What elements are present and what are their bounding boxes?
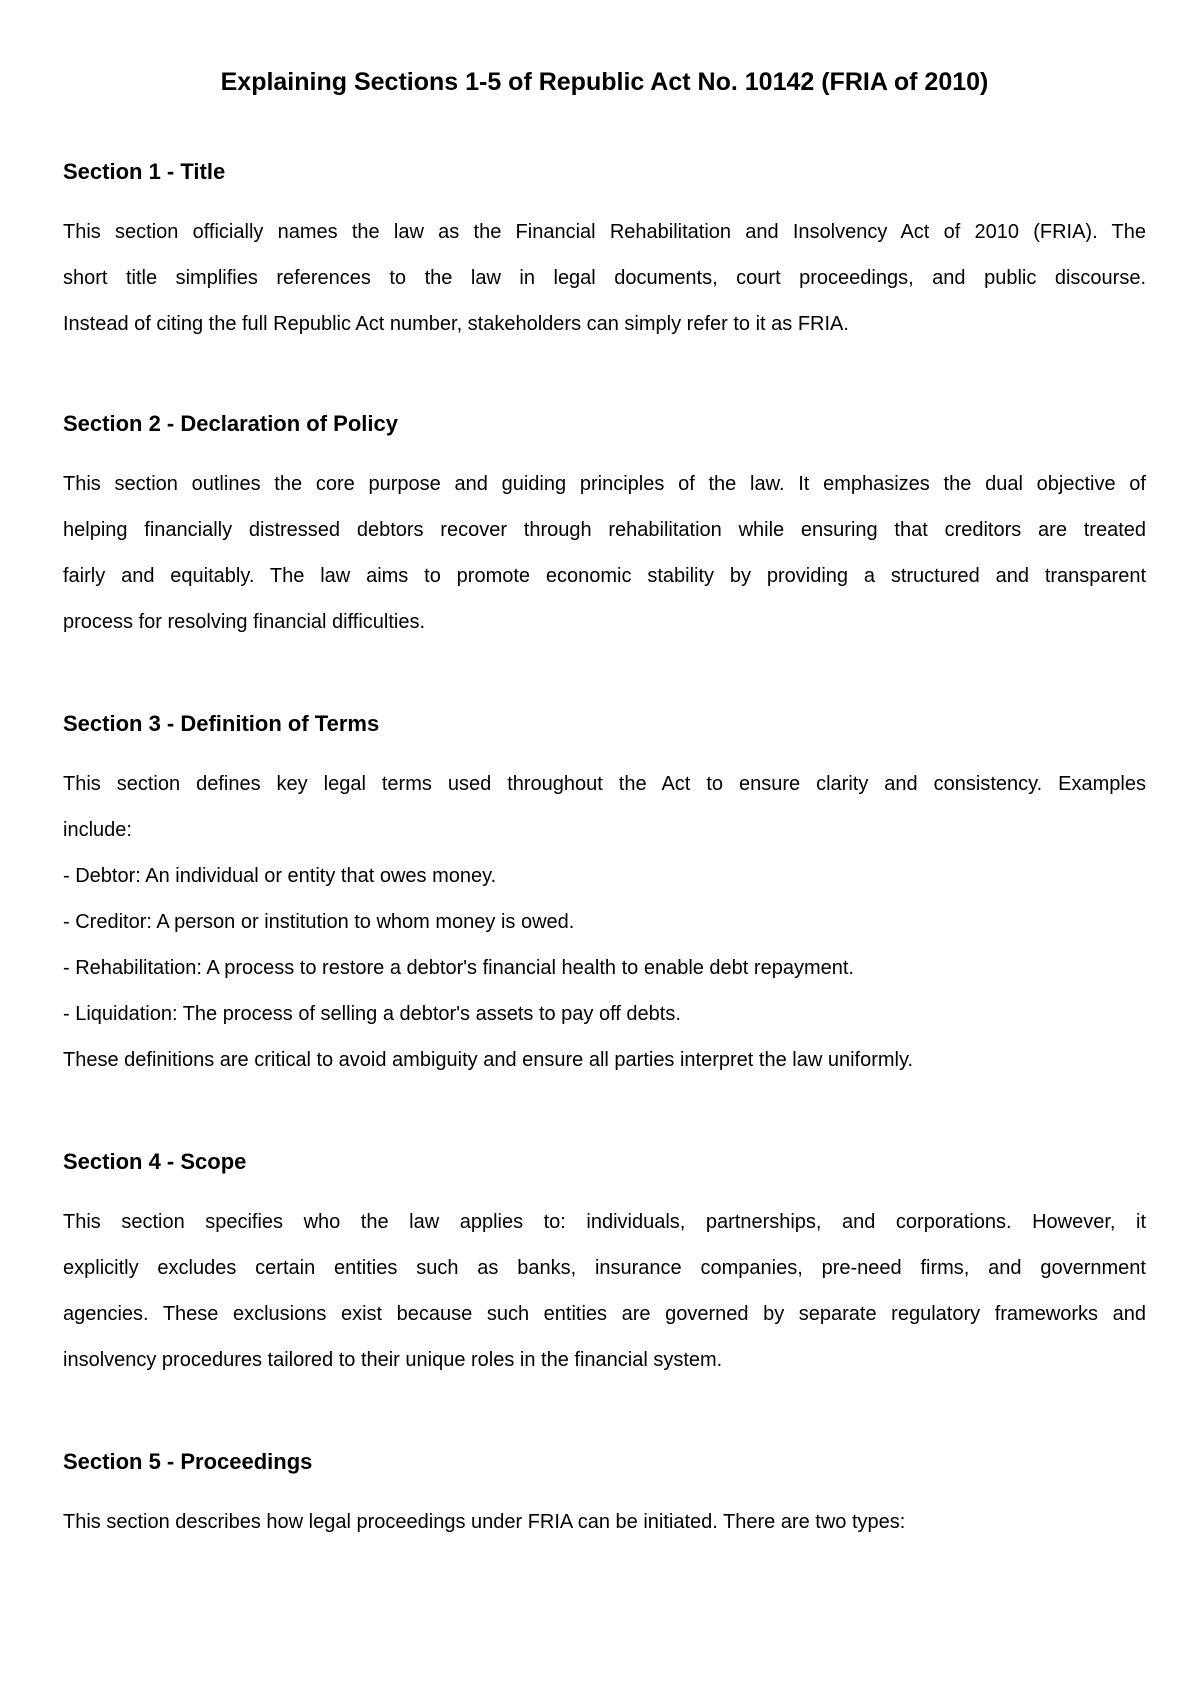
paragraph-line: This section specifies who the law applies to: individuals, partnerships, and corporations. However, it: [63, 1211, 1146, 1233]
paragraph-line: process for resolving financial difficulties.: [63, 611, 426, 633]
document-title: Explaining Sections 1-5 of Republic Act No. 10142 (FRIA of 2010): [220, 68, 989, 96]
paragraph-line: helping financially distressed debtors recover through rehabilitation while ensuring that creditors are treated: [63, 519, 1146, 541]
paragraph-line: This section outlines the core purpose and guiding principles of the law. It emphasizes the dual objective of: [63, 473, 1146, 495]
section-paragraph: [63, 761, 1146, 853]
section-paragraph: [63, 1499, 1146, 1545]
paragraph-line: This section defines key legal terms used throughout the Act to ensure clarity and consistency. Examples: [63, 773, 1146, 795]
list-item: - Liquidation: The process of selling a debtor's assets to pay off debts.: [63, 1003, 681, 1025]
paragraph-line: Instead of citing the full Republic Act number, stakeholders can simply refer to it as FRIA.: [63, 313, 849, 335]
section-1: [63, 157, 1146, 347]
section-heading: Section 1 - Title: [63, 159, 226, 184]
section-2: [63, 409, 1146, 645]
paragraph-line: fairly and equitably. The law aims to promote economic stability by providing a structured and transparent: [63, 565, 1146, 587]
list-item: - Rehabilitation: A process to restore a debtor's financial health to enable debt repayment.: [63, 957, 854, 979]
paragraph-line: insolvency procedures tailored to their unique roles in the financial system.: [63, 1349, 723, 1371]
section-paragraph: [63, 461, 1146, 645]
list-item: - Debtor: An individual or entity that owes money.: [63, 865, 497, 887]
paragraph-line: agencies. These exclusions exist because such entities are governed by separate regulatory frameworks and: [63, 1303, 1146, 1325]
definitions-list: [63, 853, 1146, 1037]
section-heading: Section 2 - Declaration of Policy: [63, 411, 398, 436]
section-heading: Section 3 - Definition of Terms: [63, 711, 380, 736]
closing-sentence: These definitions are critical to avoid ambiguity and ensure all parties interpret the law uniformly.: [63, 1049, 914, 1071]
section-4: [63, 1147, 1146, 1383]
section-paragraph: [63, 1199, 1146, 1383]
paragraph-line: This section officially names the law as the Financial Rehabilitation and Insolvency Act of 2010 (FRIA). The: [63, 221, 1146, 243]
paragraph-line: This section describes how legal proceedings under FRIA can be initiated. There are two types:: [63, 1511, 906, 1533]
paragraph-line: explicitly excludes certain entities such as banks, insurance companies, pre-need firms, and government: [63, 1257, 1146, 1279]
list-item: - Creditor: A person or institution to whom money is owed.: [63, 911, 575, 933]
section-5: [63, 1447, 1146, 1545]
section-heading: Section 5 - Proceedings: [63, 1449, 313, 1474]
section-heading: Section 4 - Scope: [63, 1149, 247, 1174]
section-paragraph: [63, 209, 1146, 347]
paragraph-line: include:: [63, 819, 132, 841]
paragraph-line: short title simplifies references to the law in legal documents, court proceedings, and public discourse.: [63, 267, 1146, 289]
section-3: [63, 709, 1146, 1083]
